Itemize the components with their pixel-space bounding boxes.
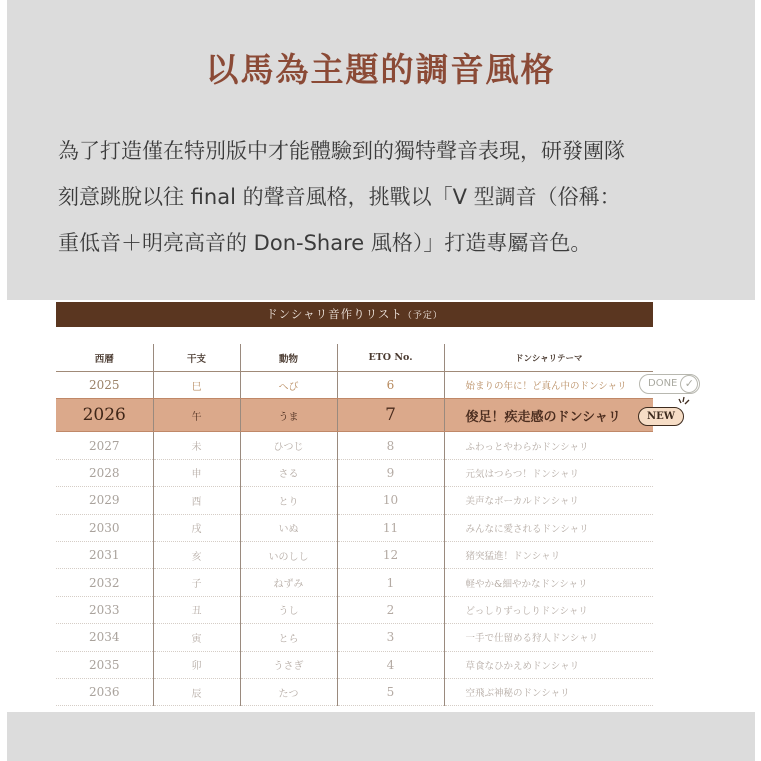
cell-eto-no: 9 — [337, 459, 444, 486]
cell-eto-no: 1 — [337, 569, 444, 596]
new-badge: NEW — [638, 407, 684, 426]
cell-year: 2030 — [56, 514, 153, 541]
cell-eto: 午 — [153, 399, 240, 432]
cell-theme: 俊足！疾走感のドンシャリ — [444, 399, 653, 432]
cell-eto: 巳 — [153, 372, 240, 399]
table-row — [56, 514, 653, 541]
table-row — [56, 569, 653, 596]
cell-eto-no: 3 — [337, 624, 444, 651]
cell-year: 2033 — [56, 596, 153, 623]
cell-year: 2034 — [56, 624, 153, 651]
cell-year: 2026 — [56, 399, 153, 432]
cell-eto: 亥 — [153, 541, 240, 568]
table-title — [56, 302, 653, 327]
table-row — [56, 596, 653, 623]
table-row — [56, 651, 653, 678]
cell-theme: どっしりずっしりドンシャリ — [444, 596, 653, 623]
cell-animal: とら — [240, 624, 337, 651]
cell-theme: 猪突猛進！ドンシャリ — [444, 541, 653, 568]
done-badge — [639, 374, 700, 394]
header-theme: ドンシャリテーマ — [444, 344, 653, 372]
cell-eto: 戌 — [153, 514, 240, 541]
cell-theme: 美声なボーカルドンシャリ — [444, 487, 653, 514]
table-row — [56, 372, 653, 399]
cell-eto: 子 — [153, 569, 240, 596]
done-badge-label: DONE — [648, 378, 678, 389]
cell-eto: 酉 — [153, 487, 240, 514]
eto-table — [56, 344, 653, 706]
cell-animal: うま — [240, 399, 337, 432]
cell-theme: ふわっとやわらかドンシャリ — [444, 432, 653, 459]
header-year: 西暦 — [56, 344, 153, 372]
cell-animal: うさぎ — [240, 651, 337, 678]
cell-eto: 卯 — [153, 651, 240, 678]
table-title-note: （予定） — [402, 311, 443, 321]
cell-eto-no: 2 — [337, 596, 444, 623]
table-header-row — [56, 344, 653, 372]
cell-animal: とり — [240, 487, 337, 514]
header-eto-no: ETO No. — [337, 344, 444, 372]
sparkle-icon — [678, 396, 690, 408]
cell-animal: うし — [240, 596, 337, 623]
table-row — [56, 432, 653, 459]
header-eto: 干支 — [153, 344, 240, 372]
cell-eto-no: 5 — [337, 678, 444, 705]
cell-year: 2029 — [56, 487, 153, 514]
table-row — [56, 487, 653, 514]
description — [58, 128, 718, 266]
cell-theme: 一手で仕留める狩人ドンシャリ — [444, 624, 653, 651]
cell-theme: 空飛ぶ神秘のドンシャリ — [444, 678, 653, 705]
cell-animal: いのしし — [240, 541, 337, 568]
cell-eto-no: 10 — [337, 487, 444, 514]
cell-theme: 草食なひかえめドンシャリ — [444, 651, 653, 678]
cell-eto-no: 12 — [337, 541, 444, 568]
table-title-text: ドンシャリ音作りリスト — [266, 307, 403, 321]
table-row — [56, 678, 653, 705]
cell-eto: 申 — [153, 459, 240, 486]
description-line-2: 刻意跳脫以往 final 的聲音風格，挑戰以「V 型調音（俗稱： — [58, 185, 621, 209]
description-line-3: 重低音＋明亮高音的 Don-Share 風格）」打造專屬音色。 — [58, 231, 592, 255]
cell-animal: へび — [240, 372, 337, 399]
cell-theme: みんなに愛されるドンシャリ — [444, 514, 653, 541]
table-row — [56, 541, 653, 568]
cell-eto: 辰 — [153, 678, 240, 705]
cell-eto: 寅 — [153, 624, 240, 651]
cell-animal: ねずみ — [240, 569, 337, 596]
check-circle-icon: ✓ — [680, 375, 698, 393]
table-row — [56, 624, 653, 651]
cell-eto-no: 11 — [337, 514, 444, 541]
cell-year: 2035 — [56, 651, 153, 678]
cell-year: 2028 — [56, 459, 153, 486]
cell-eto: 未 — [153, 432, 240, 459]
footer-panel — [7, 712, 755, 761]
cell-animal: いぬ — [240, 514, 337, 541]
cell-year: 2036 — [56, 678, 153, 705]
table-row — [56, 399, 653, 432]
table-row — [56, 459, 653, 486]
cell-animal: たつ — [240, 678, 337, 705]
cell-eto-no: 8 — [337, 432, 444, 459]
cell-year: 2027 — [56, 432, 153, 459]
cell-animal: ひつじ — [240, 432, 337, 459]
cell-theme: 軽やか&細やかなドンシャリ — [444, 569, 653, 596]
cell-eto-no: 7 — [337, 399, 444, 432]
cell-year: 2031 — [56, 541, 153, 568]
cell-theme: 元気はつらつ！ドンシャリ — [444, 459, 653, 486]
cell-theme: 始まりの年に！ど真ん中のドンシャリ — [444, 372, 653, 399]
cell-eto-no: 6 — [337, 372, 444, 399]
cell-year: 2025 — [56, 372, 153, 399]
header-animal: 動物 — [240, 344, 337, 372]
page-title: 以馬為主題的調音風格 — [205, 50, 556, 89]
cell-eto-no: 4 — [337, 651, 444, 678]
cell-animal: さる — [240, 459, 337, 486]
description-line-1: 為了打造僅在特別版中才能體驗到的獨特聲音表現，研發團隊 — [58, 139, 625, 163]
cell-eto: 丑 — [153, 596, 240, 623]
cell-year: 2032 — [56, 569, 153, 596]
